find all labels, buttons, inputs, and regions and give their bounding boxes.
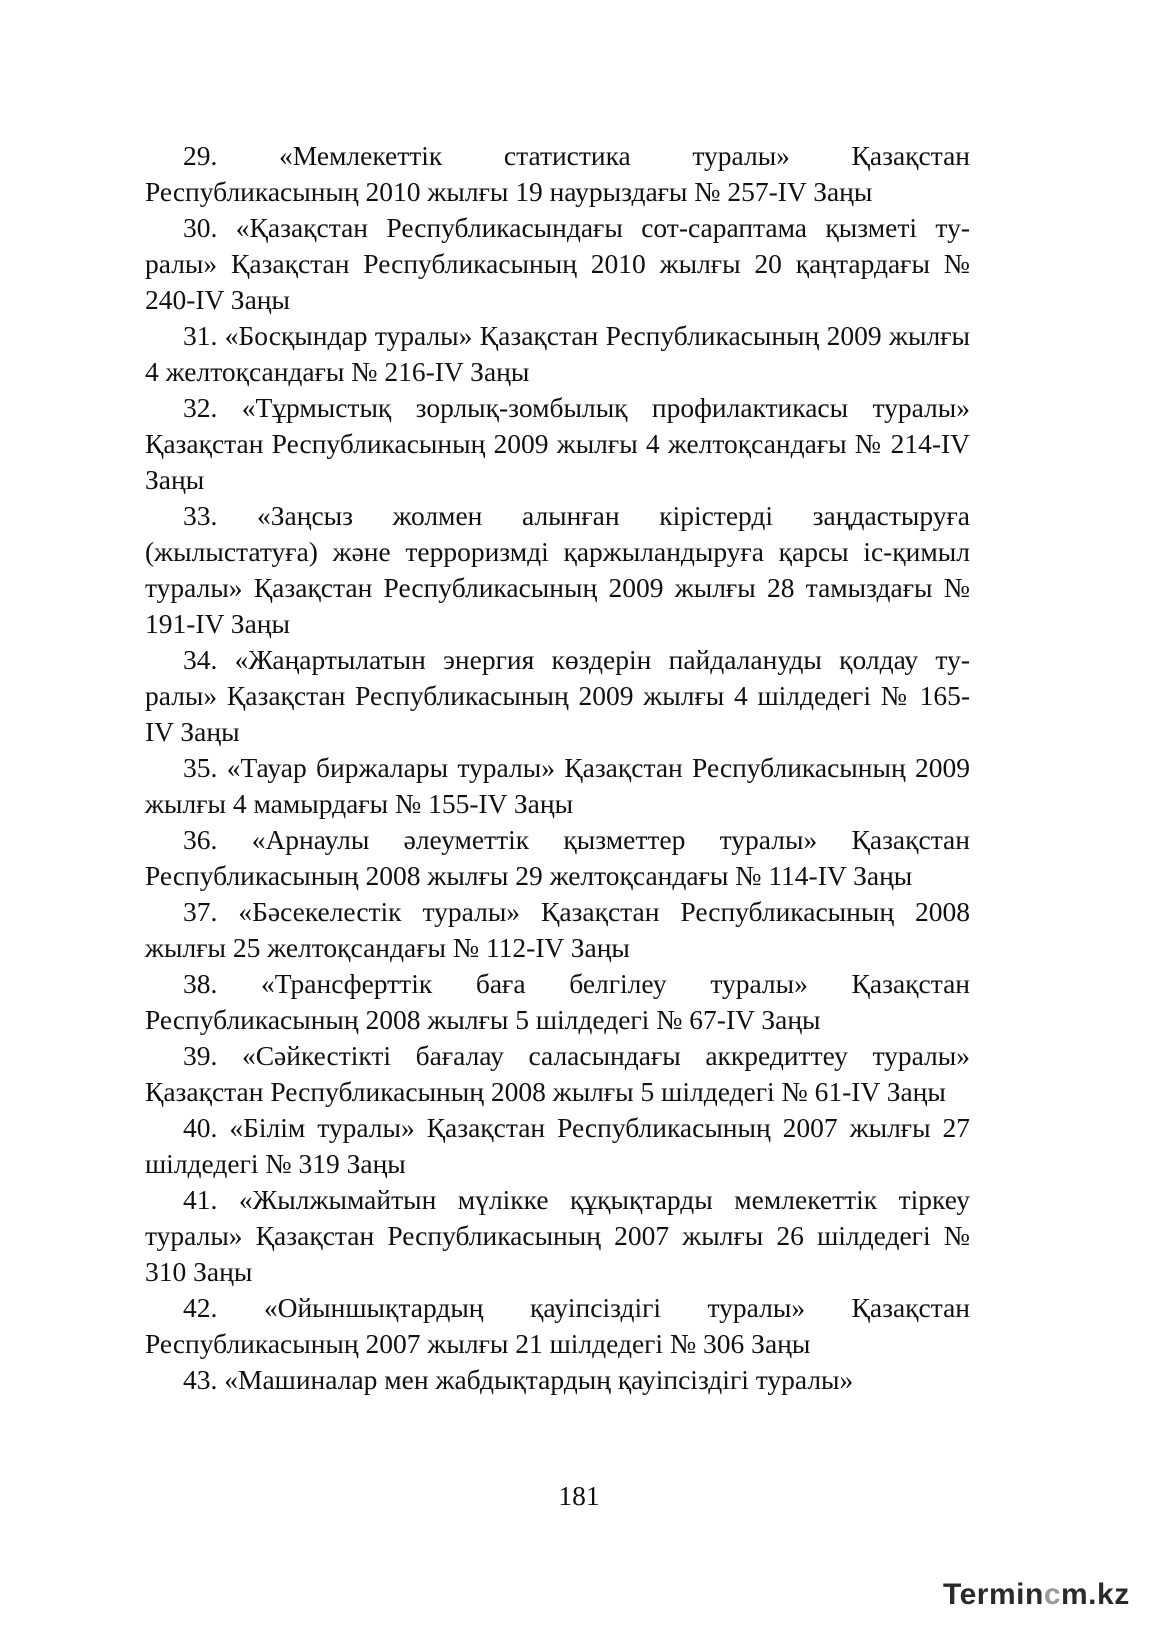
page-number: 181 [558,1480,600,1511]
list-item: 32. «Тұрмыстық зорлық-зомбылық профилактикасы туралы» Қазақстан Республикасының 2009 жылғы 4 желтоқсандағы № 214-IV Заңы [145,392,970,495]
list-item: 36. «Арнаулы әлеуметтік қызметтер туралы» Қазақстан Республикасының 2008 жылғы 29 желтоқсандағы № 114-IV Заңы [145,824,970,891]
list-item: 30. «Қазақстан Республикасындағы сот-сараптама қызметі туралы» Қазақстан Республикасының 2010 жылғы 20 қаңтардағы № 240-IV Заңы [145,212,970,315]
watermark-part: T [943,1578,960,1611]
list-item: 41. «Жылжымайтын мүлікке құқықтарды мемлекеттік тіркеу туралы» Қазақстан Республикасының 2007 жылғы 26 шілдедегі № 310 Заңы [145,1184,970,1287]
list-item: 33. «Заңсыз жолмен алынған кірістерді заңдастыруға (жылыстатуға) және терроризмді қаржыландыруға қарсы іс-қимыл туралы» Қазақстан Республикасының 2009 жылғы 28 тамыздағы № 191-IV Заңы [145,500,970,639]
watermark-part: ermin [959,1578,1044,1611]
list-item: 34. «Жаңартылатын энергия көздерін пайдалануды қолдау туралы» Қазақстан Республикасының 2009 жылғы 4 шілдедегі № 165-IV Заңы [145,644,970,747]
list-item: 29. «Мемлекеттік статистика туралы» Қазақстан Республикасының 2010 жылғы 19 наурыздағы № 257-IV Заңы [145,140,970,207]
list-item: 37. «Бәсекелестік туралы» Қазақстан Республикасының 2008 жылғы 25 желтоқсандағы № 112-IV Заңы [145,896,970,963]
list-item: 42. «Ойыншықтардың қауіпсіздігі туралы» Қазақстан Республикасының 2007 жылғы 21 шілдедегі № 306 Заңы [145,1292,970,1359]
document-body [145,138,970,1398]
watermark-part: c [1043,1578,1061,1611]
list-item: 38. «Трансферттік баға белгілеу туралы» Қазақстан Республикасының 2008 жылғы 5 шілдедегі № 67-IV Заңы [145,968,970,1035]
watermark-logo [943,1578,1130,1612]
list-item: 31. «Босқындар туралы» Қазақстан Республикасының 2009 жылғы 4 желтоқсандағы № 216-IV Заңы [145,320,970,387]
list-item: 39. «Сәйкестікті бағалау саласындағы аккредиттеу туралы» Қазақстан Республикасының 2008 жылғы 5 шілдедегі № 61-IV Заңы [145,1040,970,1107]
list-item: 40. «Білім туралы» Қазақстан Республикасының 2007 жылғы 27 шілдедегі № 319 Заңы [145,1112,970,1179]
list-item: 43. «Машиналар мен жабдықтардың қауіпсіздігі туралы» [183,1364,854,1395]
list-item: 35. «Тауар биржалары туралы» Қазақстан Республикасының 2009 жылғы 4 мамырдағы № 155-IV Заңы [145,752,970,819]
watermark-part: m.kz [1061,1578,1130,1611]
